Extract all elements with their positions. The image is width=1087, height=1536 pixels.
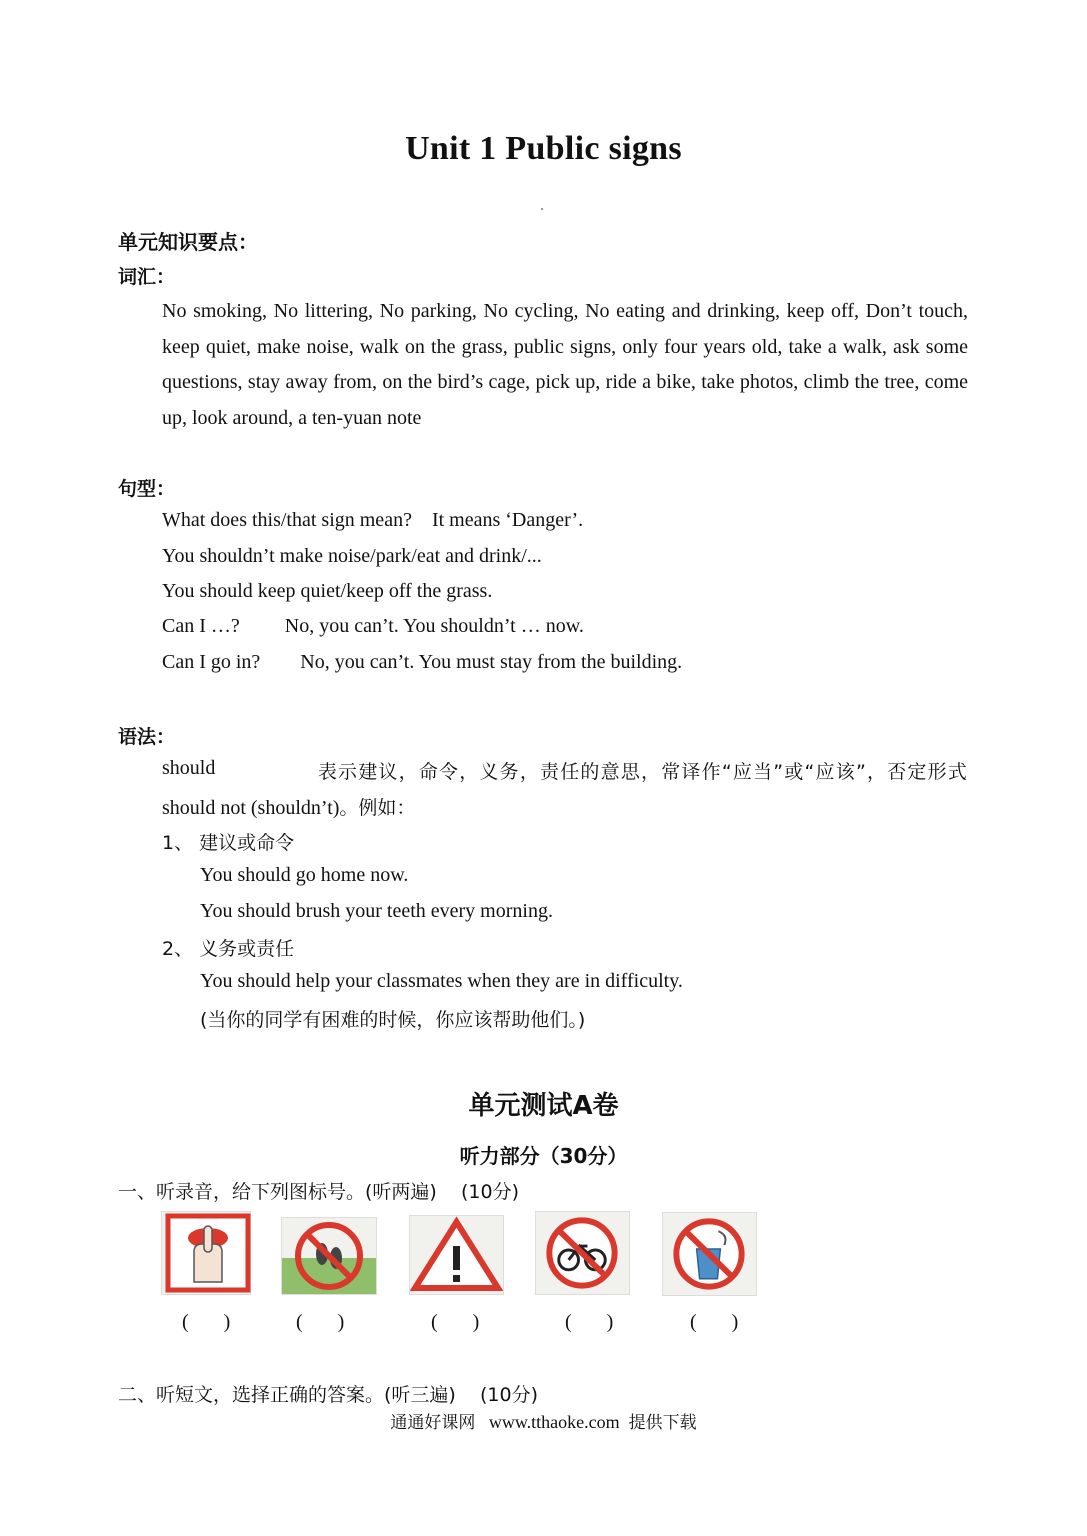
page-title: Unit 1 Public signs <box>405 130 682 167</box>
test-title: 单元测试A卷 <box>468 1091 619 1121</box>
grammar-intro-en: should <box>162 757 216 779</box>
grammar-heading: 语法： <box>118 726 176 748</box>
grammar-example: You should help your classmates when they are in difficulty. <box>200 970 683 992</box>
grammar-intro <box>162 757 968 784</box>
question-2: 二、听短文，选择正确的答案。(听三遍) (10分) <box>118 1384 538 1406</box>
pattern-line: Can I go in? No, you can’t. You must stay from the building. <box>162 651 683 673</box>
question-1: 一、听录音，给下列图标号。(听两遍) (10分) <box>118 1181 519 1203</box>
footer-site-name: 通通好课网 <box>390 1413 476 1433</box>
grammar-intro-line2 <box>162 793 415 820</box>
answer-blank[interactable]: ( ) <box>431 1311 480 1333</box>
answer-blank[interactable]: ( ) <box>182 1311 231 1333</box>
grammar-item-label: 2、 义务或责任 <box>162 938 295 960</box>
grammar-intro-line2-en: should not (shouldn’t) <box>162 797 340 819</box>
grammar-translation: (当你的同学有困难的时候，你应该帮助他们。) <box>200 1009 586 1031</box>
answer-blank[interactable]: ( ) <box>690 1311 739 1333</box>
knowledge-heading: 单元知识要点： <box>118 230 258 254</box>
grammar-intro-cn: 表示建议，命令，义务，责任的意思，常译作“应当”或“应该”，否定形式 <box>317 761 968 783</box>
pattern-line: Can I …? No, you can’t. You shouldn’t … now. <box>162 615 584 637</box>
pattern-line: You should keep quiet/keep off the grass. <box>162 580 493 602</box>
keep-quiet-sign-icon <box>161 1211 251 1295</box>
footer-url[interactable]: www.tthaoke.com <box>488 1412 620 1432</box>
keep-off-grass-sign-icon <box>281 1217 377 1295</box>
grammar-example: You should go home now. <box>200 864 409 886</box>
pattern-line: What does this/that sign mean? It means ‘Danger’. <box>162 509 584 531</box>
danger-sign-icon <box>409 1215 504 1295</box>
answer-blank[interactable]: ( ) <box>296 1311 345 1333</box>
pattern-line: You shouldn’t make noise/park/eat and drink/... <box>162 545 542 567</box>
vocab-text: No smoking, No littering, No parking, No cycling, No eating and drinking, keep off, Don’t touch, keep quiet, make noise, walk on the grass, public signs, only four years old, take a walk, ask some questions, stay away from, on the bird’s cage, pick up, ride a bike, take photos, climb the tree, come up, look around, a ten-yuan note <box>162 300 968 429</box>
listening-title: 听力部分（30分） <box>459 1144 628 1168</box>
footer <box>0 1408 1087 1433</box>
grammar-item-label: 1、 建议或命令 <box>162 832 295 854</box>
answer-blank[interactable]: ( ) <box>565 1311 614 1333</box>
patterns-heading: 句型： <box>118 478 176 500</box>
scan-dot <box>541 208 543 210</box>
footer-download-text: 提供下载 <box>628 1413 697 1433</box>
no-cycling-sign-icon <box>535 1211 630 1295</box>
vocab-heading: 词汇： <box>118 266 176 288</box>
grammar-example: You should brush your teeth every morning. <box>200 900 553 922</box>
no-littering-sign-icon <box>662 1212 757 1296</box>
grammar-intro-line2-cn: 。例如： <box>339 797 416 819</box>
